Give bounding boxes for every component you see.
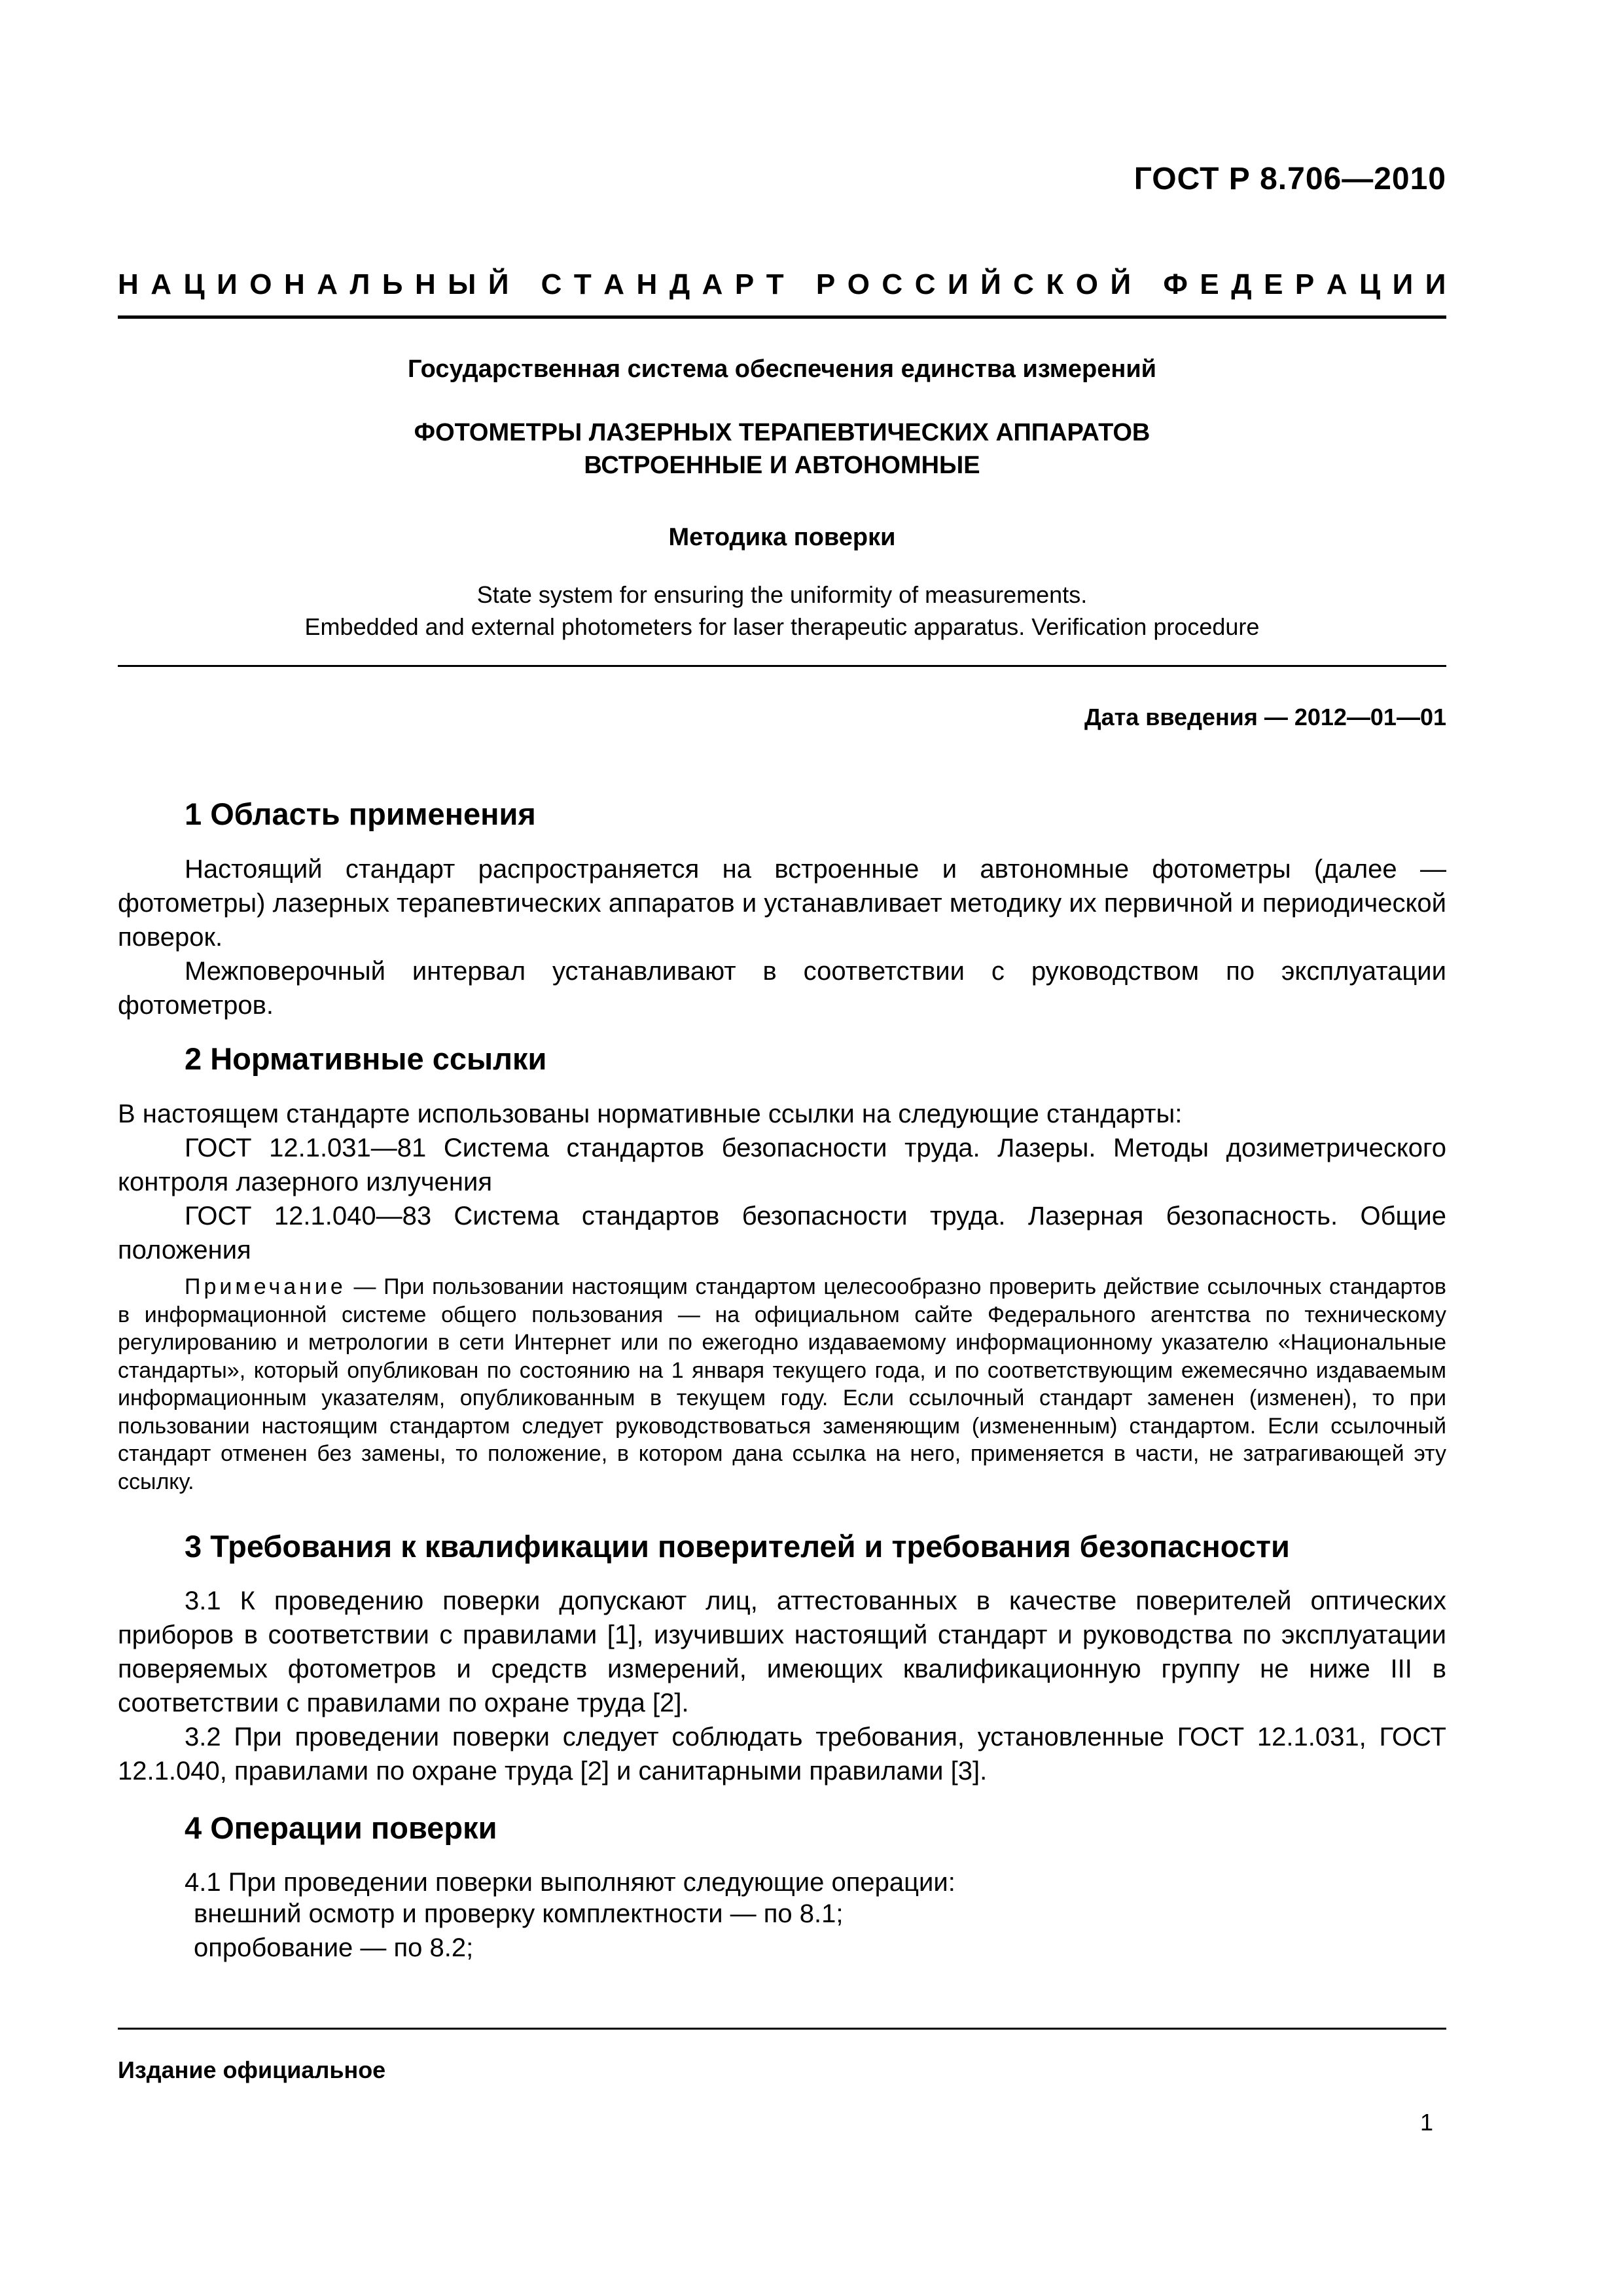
heading-word-gap	[796, 268, 804, 301]
heading-letter: Н	[118, 268, 139, 300]
heading-letter: И	[1392, 268, 1414, 300]
english-title-line1: State system for ensuring the uniformity of measurements.	[476, 581, 1088, 608]
heading-letter: Н	[283, 268, 305, 300]
heading-letter: А	[702, 268, 723, 300]
paragraph: Межповерочный интервал устанавливают в соответствии с руководством по эксплуатации фотометров.	[118, 957, 1446, 1020]
heading-letter: Н	[414, 268, 436, 300]
document-subtitle: Методика поверки	[668, 524, 896, 551]
heading-word-gap	[521, 268, 529, 301]
reference-item: ГОСТ 12.1.031—81 Система стандартов безопасности труда. Лазеры. Методы дозиметрического контроля лазерного излучения	[118, 1134, 1446, 1196]
heading-letter: И	[947, 268, 969, 300]
heading-word-gap	[1143, 268, 1151, 301]
system-title: Государственная система обеспечения единства измерений	[407, 355, 1157, 383]
edition-label: Издание официальное	[118, 2056, 386, 2083]
section-4-heading: 4 Операции поверки	[185, 1810, 497, 1845]
paragraph: 3.1 К проведению поверки допускают лиц, аттестованных в качестве поверителей оптических приборов в соответствии с правилами [1], изучивших настоящий стандарт и руководства по эксплуатации поверяемых фотометров и средств измерений, имеющих квалификационную группу не ниже III в соответствии с правилами по охране труда [2].	[118, 1587, 1446, 1717]
heading-letter: А	[1326, 268, 1347, 300]
note-text: — При пользовании настоящим стандартом целесообразно проверить действие ссылочных стандартов в информационной системе общего пользования — на официальном сайте Федерального агентства по техническому регулированию и метрологии в сети Интернет или по ежегодно издаваемому информационному указателю «Национальные стандарты», который опубликован по состоянию на 1 января текущего года, и по соответствующим ежемесячно издаваемым информационным указателям, опубликованным в текущем году. Если ссылочный стандарт заменен (изменен), то при пользовании настоящим стандартом следует руководствоваться заменяющим (измененным) стандартом. Если ссылочный стандарт отменен без замены, то положение, в котором дана ссылка на него, применяется в части, не затрагивающей эту ссылку.	[118, 1274, 1446, 1494]
heading-letter: Р	[1294, 268, 1315, 300]
heading-letter: Р	[815, 268, 836, 300]
heading-letter: Т	[766, 268, 784, 300]
heading-letter: Н	[636, 268, 658, 300]
title-rule	[118, 665, 1446, 667]
heading-letter: О	[847, 268, 870, 300]
heading-letter: Е	[1264, 268, 1283, 300]
heading-letter: Л	[349, 268, 370, 300]
heading-letter: И	[217, 268, 238, 300]
heading-letter: С	[541, 268, 562, 300]
heading-letter: Р	[734, 268, 755, 300]
list-item: опробование — по 8.2;	[194, 1933, 474, 1962]
document-code: ГОСТ Р 8.706—2010	[1133, 162, 1446, 196]
footer-rule	[118, 2028, 1446, 2030]
section-2-body	[118, 1097, 1446, 1267]
national-standard-heading	[118, 268, 1446, 301]
heading-letter: Т	[573, 268, 592, 300]
section-3-heading: 3 Требования к квалификации поверителей и требования безопасности	[185, 1529, 1290, 1564]
heading-letter: Й	[488, 268, 509, 300]
paragraph: В настоящем стандарте использованы нормативные ссылки на следующие стандарты:	[118, 1100, 1183, 1128]
heading-letter: А	[603, 268, 625, 300]
heading-letter: Д	[669, 268, 690, 300]
heading-letter: Й	[980, 268, 1001, 300]
section-3-body	[118, 1584, 1446, 1788]
heading-letter: Д	[1231, 268, 1252, 300]
heading-letter: Ы	[448, 268, 476, 300]
heading-letter: С	[1013, 268, 1034, 300]
reference-item: ГОСТ 12.1.040—83 Система стандартов безопасности труда. Лазерная безопасность. Общие положения	[118, 1202, 1446, 1265]
heading-letter: Ц	[183, 268, 205, 300]
heading-letter: С	[914, 268, 936, 300]
heading-letter: Й	[1110, 268, 1132, 300]
document-title-line2: ВСТРОЕННЫЕ И АВТОНОМНЫЕ	[584, 452, 980, 479]
page-number: 1	[1419, 2109, 1433, 2136]
section-2-heading: 2 Нормативные ссылки	[185, 1041, 547, 1076]
heading-letter: Ь	[382, 268, 403, 300]
heading-letter: А	[317, 268, 338, 300]
note-label: Примечание	[185, 1274, 346, 1299]
heading-letter: О	[249, 268, 272, 300]
paragraph: 3.2 При проведении поверки следует соблюдать требования, установленные ГОСТ 12.1.031, ГОСТ 12.1.040, правилами по охране труда [2] и санитарными правилами [3].	[118, 1723, 1446, 1785]
paragraph: 4.1 При проведении поверки выполняют следующие операции:	[185, 1868, 955, 1897]
header-rule	[118, 315, 1446, 319]
section-1-heading: 1 Область применения	[185, 797, 536, 831]
section-4-body	[118, 1865, 1446, 1899]
heading-letter: С	[882, 268, 903, 300]
heading-letter: К	[1046, 268, 1064, 300]
heading-letter: О	[1075, 268, 1099, 300]
section-1-body	[118, 852, 1446, 1022]
document-title-line1: ФОТОМЕТРЫ ЛАЗЕРНЫХ ТЕРАПЕВТИЧЕСКИХ АППАРАТОВ	[414, 419, 1150, 446]
heading-letter: Е	[1200, 268, 1219, 300]
english-title-line2: Embedded and external photometers for laser therapeutic apparatus. Verification procedure	[304, 613, 1260, 640]
heading-letter: А	[151, 268, 172, 300]
heading-letter: Ф	[1163, 268, 1188, 300]
heading-letter: Ц	[1359, 268, 1381, 300]
introduction-date: Дата введения — 2012—01—01	[1084, 704, 1446, 730]
paragraph: Настоящий стандарт распространяется на встроенные и автономные фотометры (далее — фотометры) лазерных терапевтических аппаратов и устанавливает методику их первичной и периодической поверок.	[118, 855, 1446, 952]
heading-letter: И	[1425, 268, 1446, 300]
note-block	[118, 1273, 1446, 1496]
list-item: внешний осмотр и проверку комплектности — по 8.1;	[194, 1899, 844, 1928]
